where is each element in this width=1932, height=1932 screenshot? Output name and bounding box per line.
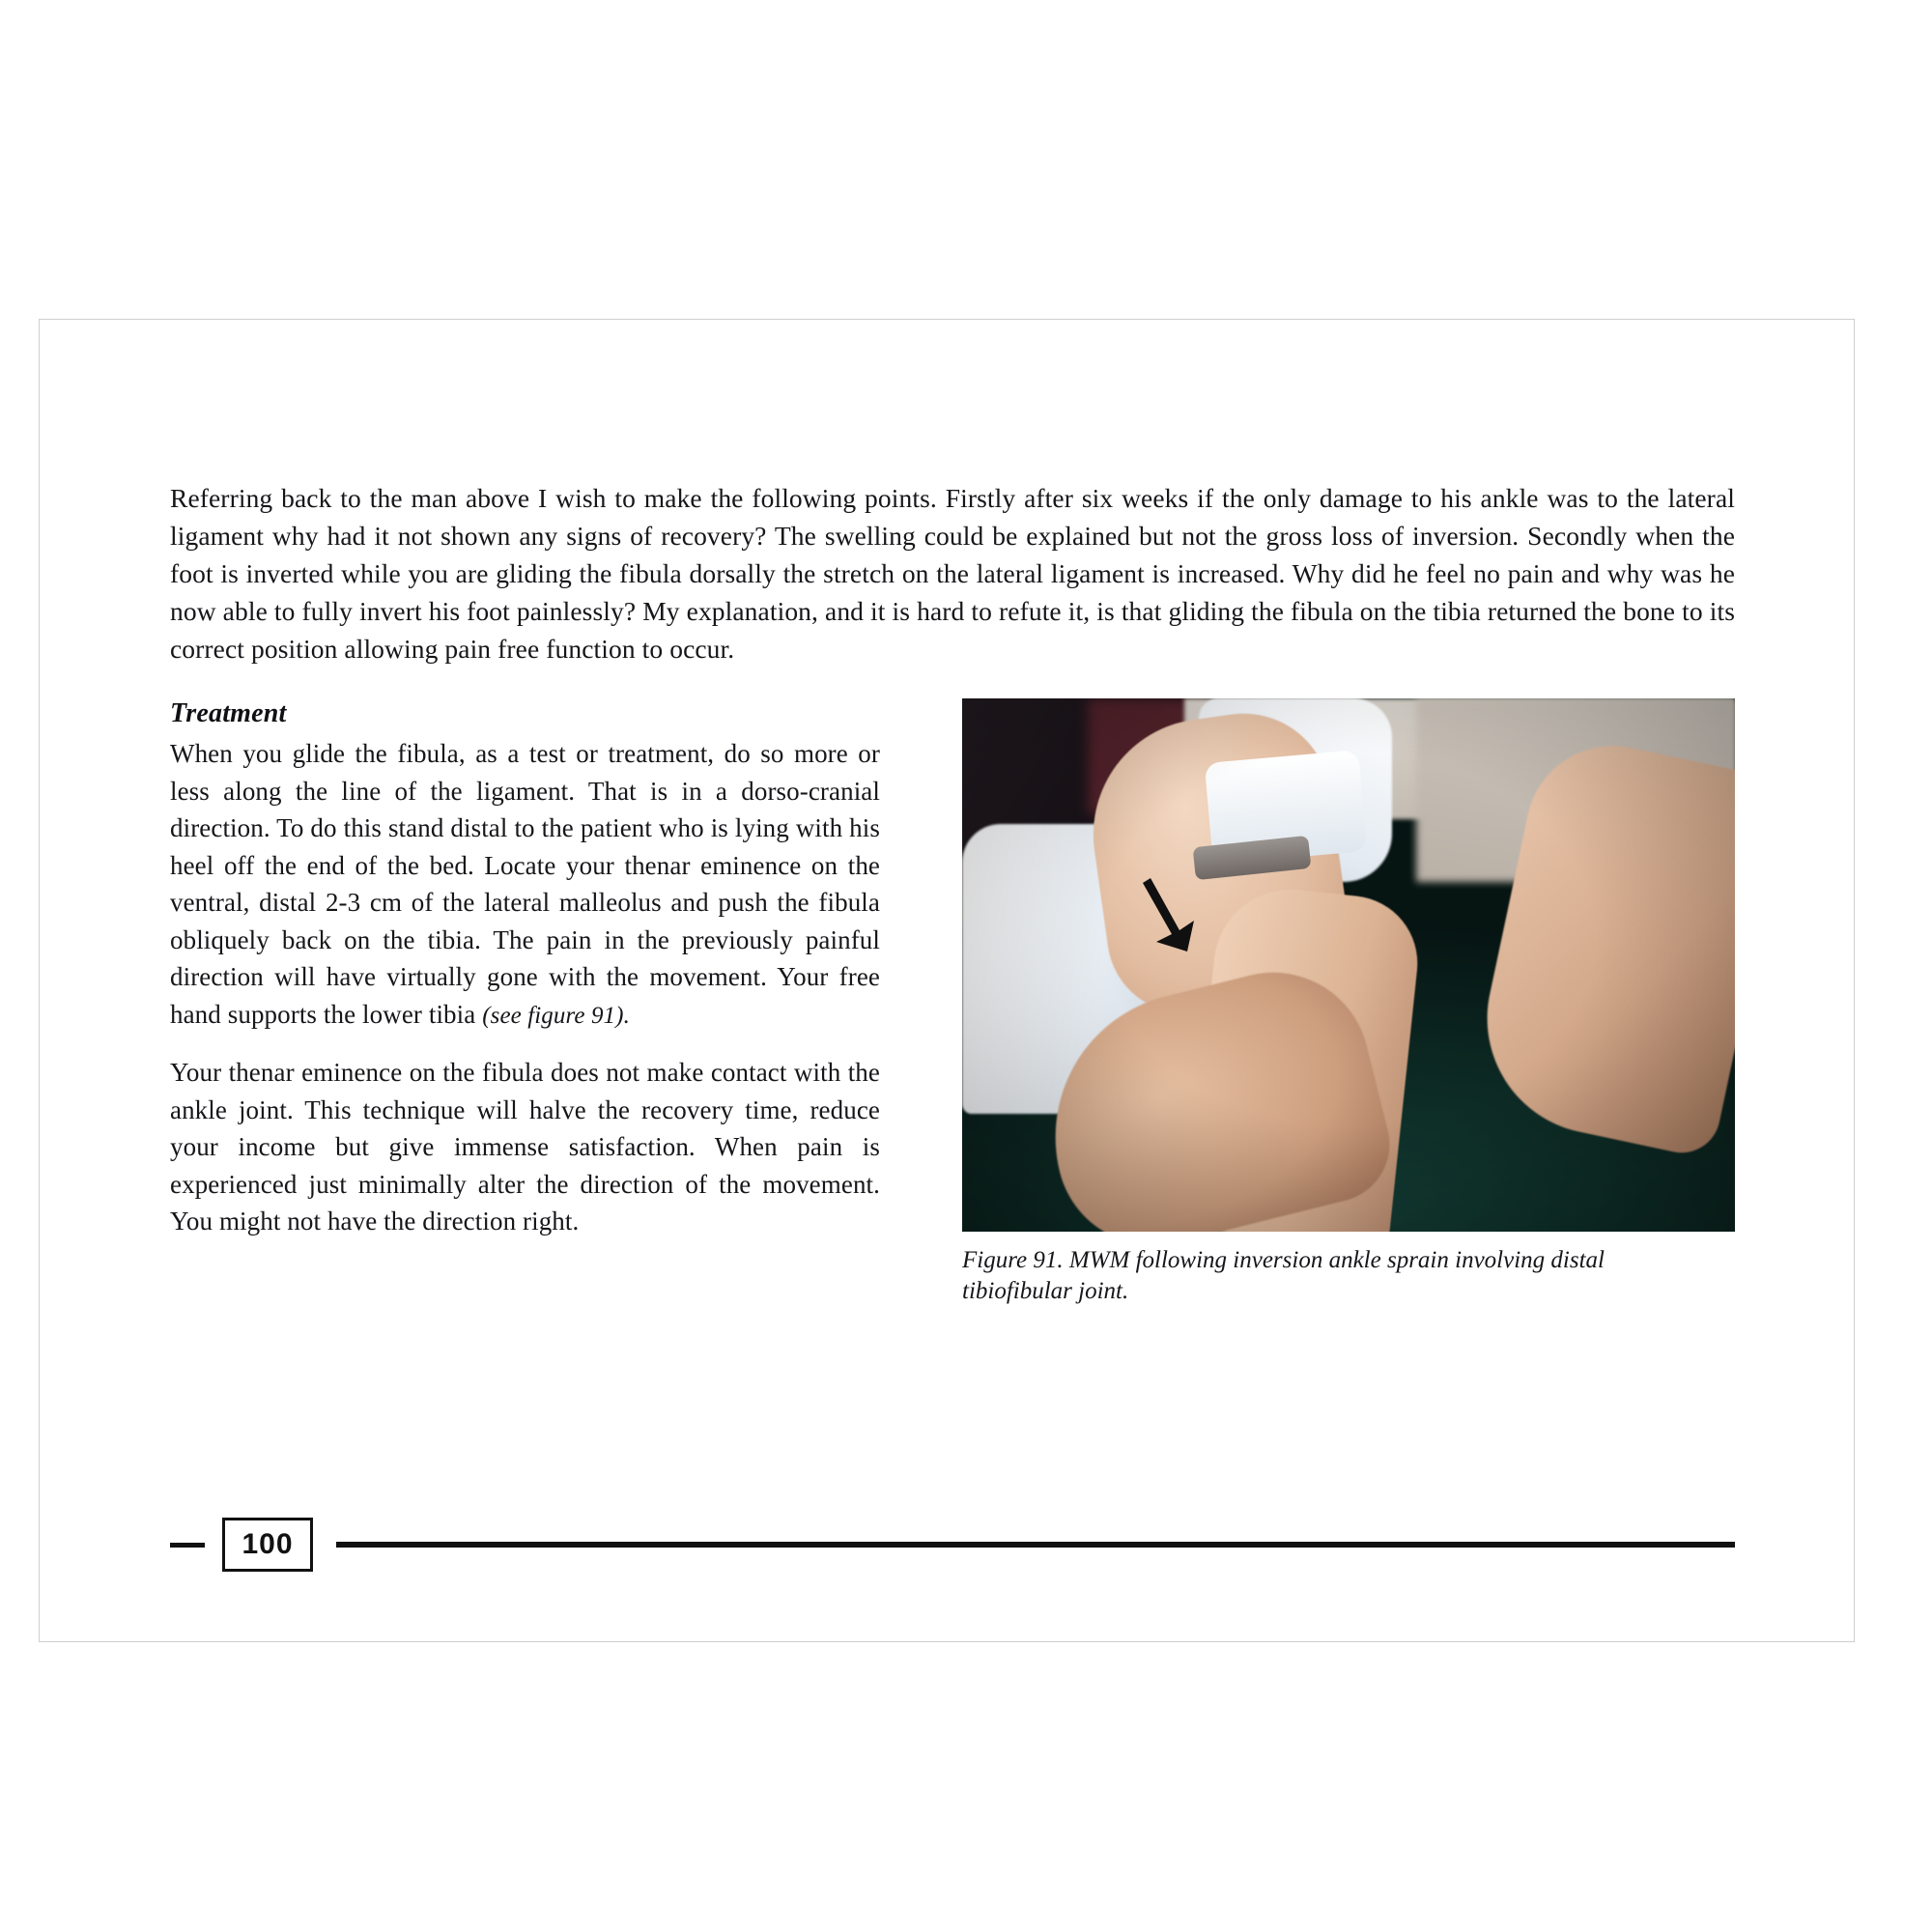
- figure-photo: [962, 698, 1735, 1232]
- intro-paragraph: Referring back to the man above I wish to make the following points. Firstly after six weeks if the only damage to his ankle was to the lateral ligament why had it not shown any signs of recovery? The swelling could be explained but not the gross loss of inversion. Secondly when the foot is inverted while you are gliding the fibula dorsally the stretch on the lateral ligament is increased. Why did he feel no pain and why was he now able to fully invert his foot painlessly? My explanation, and it is hard to refute it, is that gliding the fibula on the tibia returned the bone to its correct position allowing pain free function to occur.: [170, 483, 1735, 664]
- text-column: [170, 681, 880, 1260]
- figure-block: [962, 698, 1735, 1307]
- figure-cross-reference: (see figure 91).: [482, 1002, 630, 1029]
- treatment-paragraph-2: Your thenar eminence on the fibula does not make contact with the ankle joint. This technique will halve the recovery time, reduce your income but give immense satisfaction. When pain is experienced just minimally alter the direction of the movement. You might not have the direction right.: [170, 1058, 880, 1236]
- section-heading-treatment: Treatment: [170, 698, 287, 728]
- figure-caption: Figure 91. MWM following inversion ankle sprain involving distal tibiofibular joint.: [962, 1247, 1605, 1304]
- page-footer: [170, 1518, 1735, 1572]
- photo-vignette: [962, 698, 1735, 1232]
- footer-rule: [336, 1542, 1735, 1548]
- footer-dash-mark: [170, 1543, 205, 1548]
- page-number-box: [222, 1518, 313, 1572]
- page-number: 100: [242, 1528, 294, 1560]
- page-content-area: [170, 479, 1735, 1561]
- treatment-paragraph-1: [170, 735, 880, 1035]
- treatment-paragraph-1-text: When you glide the fibula, as a test or treatment, do so more or less along the line of the ligament. That is in a dorso-cranial direction. To do this stand distal to the patient who is lying with his heel off the end of the bed. Locate your thenar eminence on the ventral, distal 2-3 cm of the lateral malleolus and push the fibula obliquely back on the tibia. The pain in the previously painful direction will have virtually gone with the movement. Your free hand supports the lower tibia: [170, 739, 880, 1029]
- document-page: [39, 319, 1855, 1642]
